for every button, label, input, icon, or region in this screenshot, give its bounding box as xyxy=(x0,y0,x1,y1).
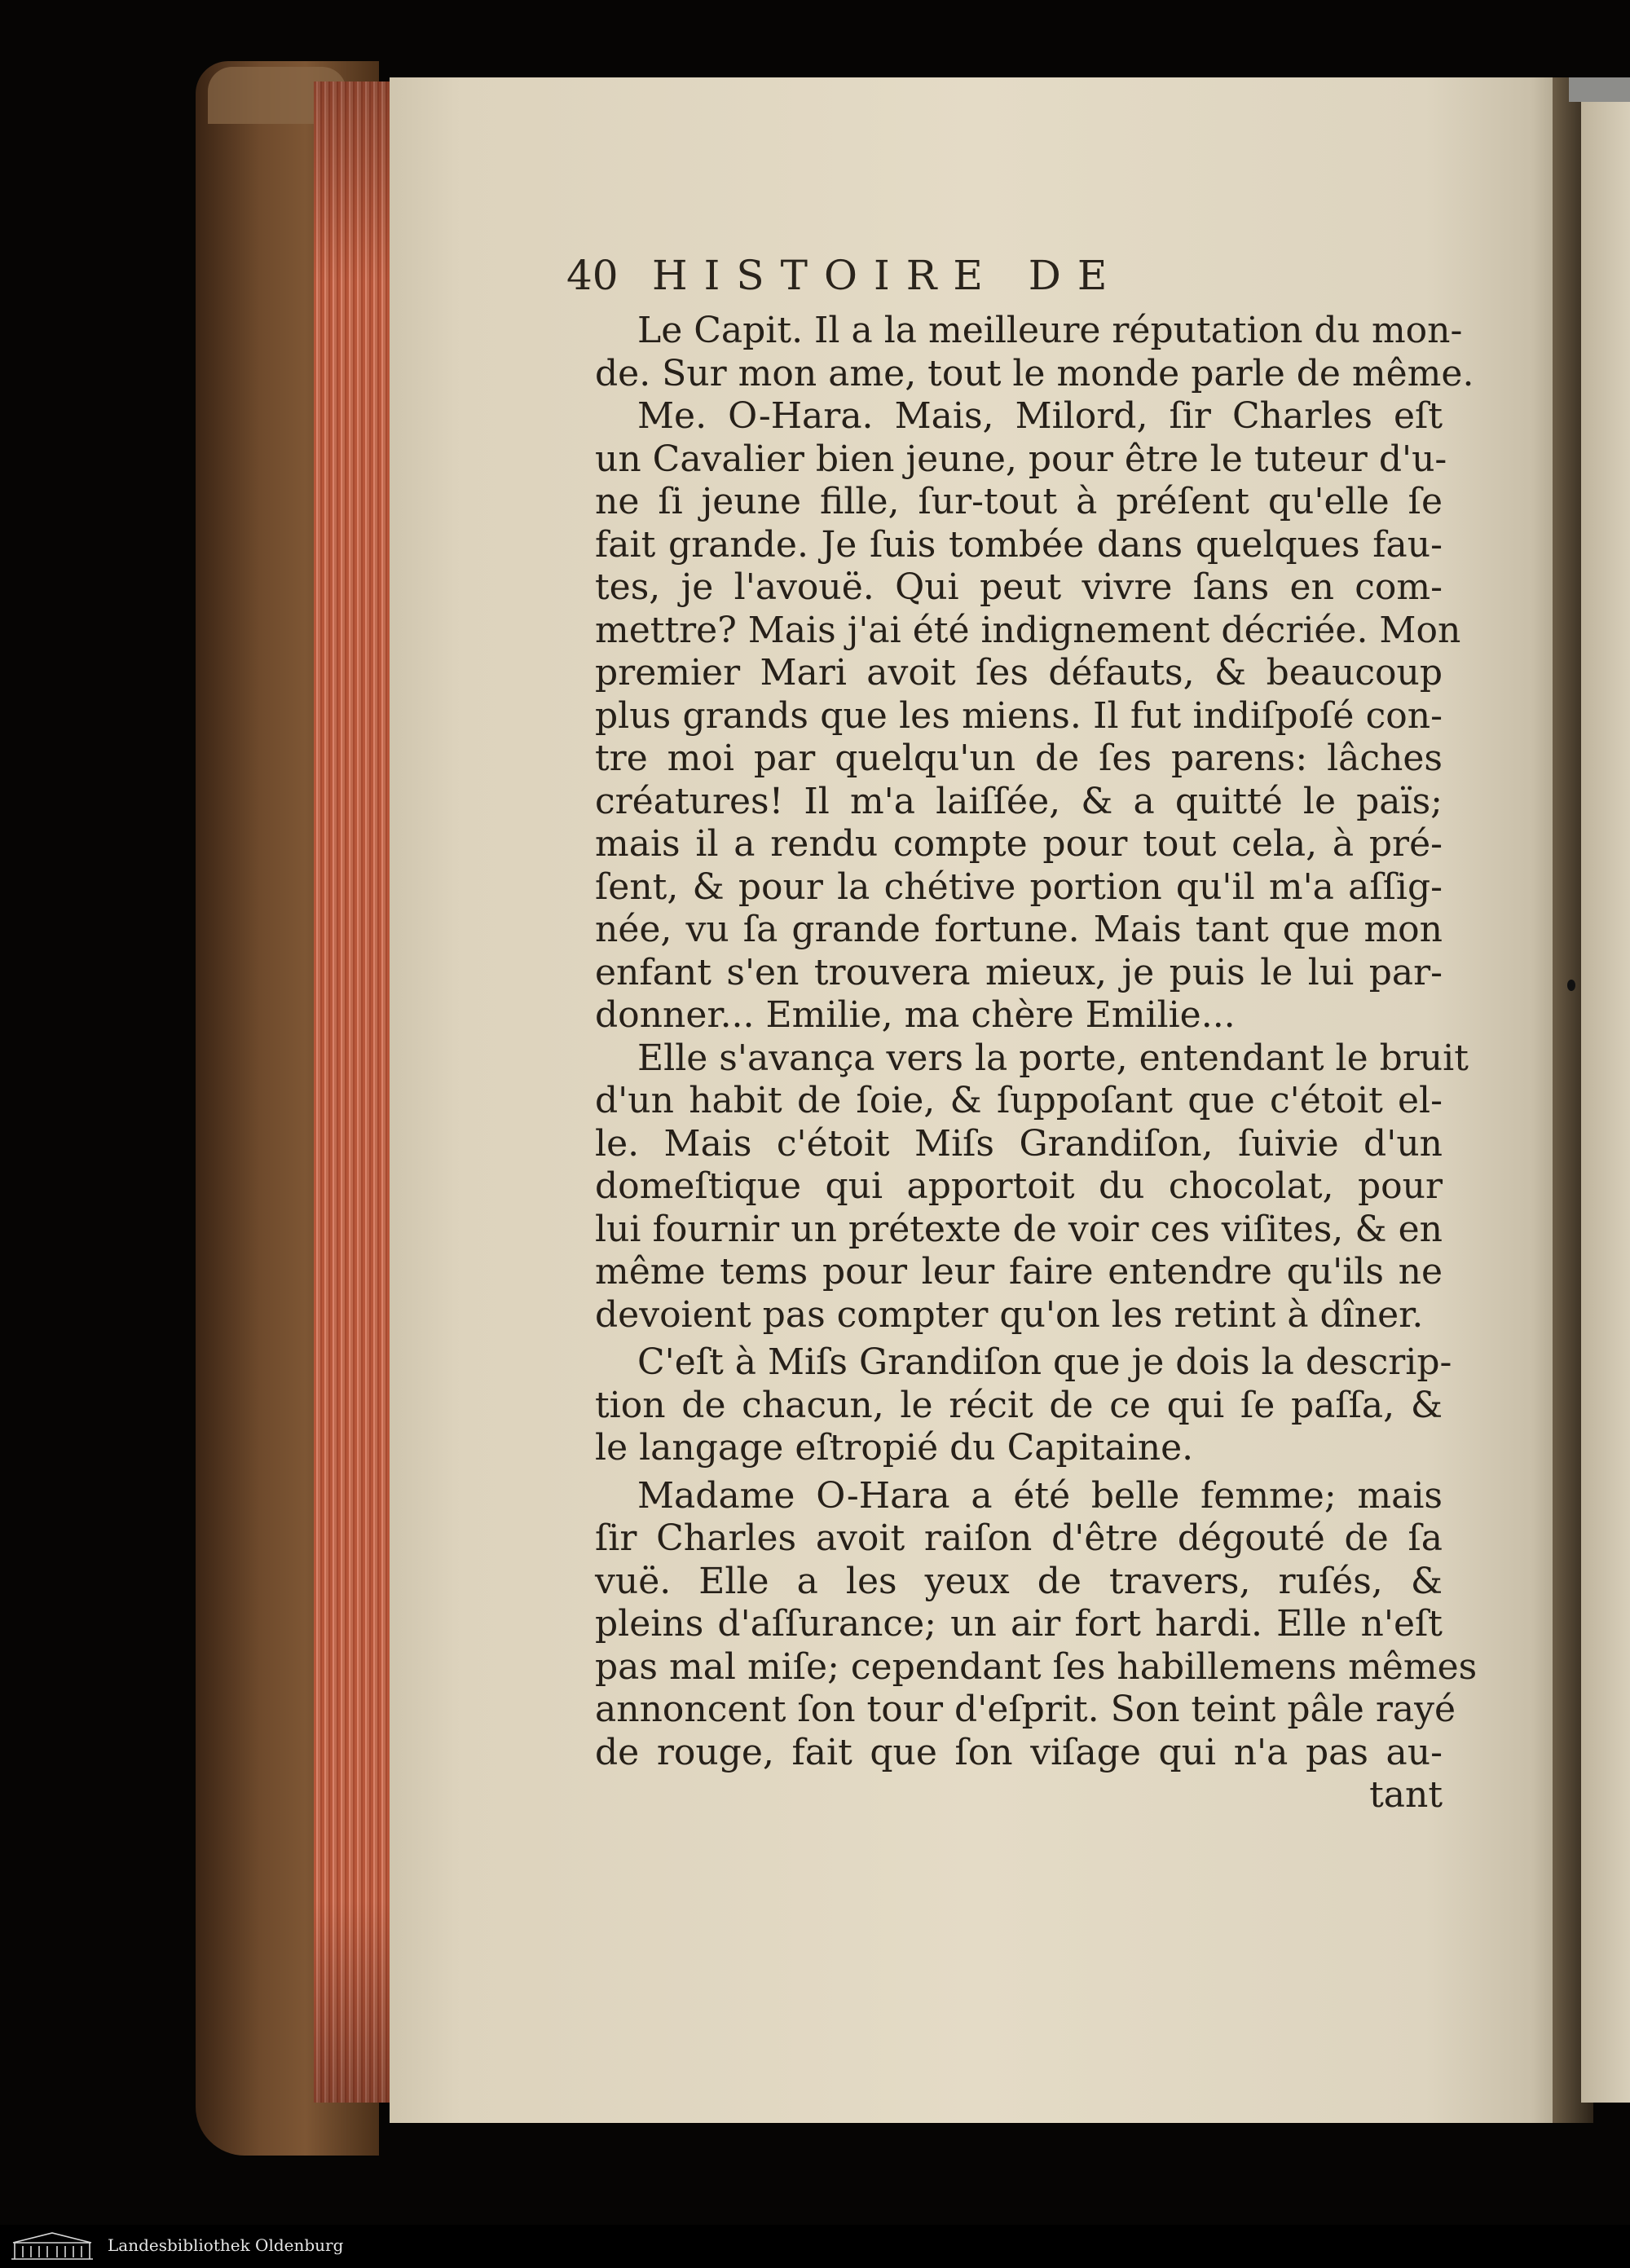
text-line: tre moi par quelqu'un de ſes parens: lâches xyxy=(595,738,1443,779)
text-line: pas mal miſe; cependant ſes habillemens mêmes xyxy=(595,1645,1478,1688)
text-line: Me. O-Hara. Mais, Milord, ſir Charles eſt xyxy=(637,395,1443,437)
text-line: donner... Emilie, ma chère Emilie... xyxy=(595,994,1236,1036)
text-line: pleins d'aſſurance; un air fort hardi. Elle n'eſt xyxy=(595,1603,1443,1645)
text-line: lui fournir un prétexte de voir ces viſites, & en xyxy=(595,1208,1443,1250)
text-line: domeſtique qui apportoit du chocolat, pour xyxy=(595,1165,1443,1207)
text-line: ſent, & pour la chétive portion qu'il m'a aſſig- xyxy=(595,865,1443,908)
text-line: née, vu ſa grande fortune. Mais tant que mon xyxy=(595,909,1443,950)
page-edges-shade xyxy=(314,81,391,2103)
text-line: ne ſi jeune fille, ſur-tout à préſent qu'elle ſe xyxy=(595,481,1443,522)
text-line: Elle s'avança vers la porte, entendant le bruit xyxy=(637,1037,1469,1079)
text-line: mettre? Mais j'ai été indignement décriée. Mon xyxy=(595,609,1461,651)
text-line: devoient pas compter qu'on les retint à dîner. xyxy=(595,1293,1424,1336)
library-name: Landesbibliothek Oldenburg xyxy=(108,2235,344,2255)
ink-mark xyxy=(1567,980,1575,991)
digitization-footer xyxy=(0,2225,1630,2268)
catchword: tant xyxy=(1369,1774,1443,1816)
text-line: tion de chacun, le récit de ce qui ſe paſſa, & xyxy=(595,1384,1443,1426)
text-line: ſir Charles avoit raiſon d'être dégouté de ſa xyxy=(595,1517,1443,1559)
text-line: premier Mari avoit ſes défauts, & beaucoup xyxy=(595,652,1443,694)
text-line: créatures! Il m'a laiſſée, & a quitté le païs; xyxy=(595,780,1443,822)
library-building-logo xyxy=(8,2230,96,2262)
text-line: le. Mais c'étoit Miſs Grandiſon, ſuivie d'un xyxy=(595,1122,1443,1165)
text-line: C'eſt à Miſs Grandiſon que je dois la descrip- xyxy=(637,1341,1452,1383)
page-body-text xyxy=(595,310,1478,1817)
text-line: même tems pour leur faire entendre qu'ils ne xyxy=(595,1251,1443,1293)
text-line: Le Capit. Il a la meilleure réputation du mon- xyxy=(637,310,1463,351)
text-line: vuë. Elle a les yeux de travers, ruſés, & xyxy=(595,1560,1443,1602)
text-line: mais il a rendu compte pour tout cela, à pré- xyxy=(595,823,1443,865)
text-line: de. Sur mon ame, tout le monde parle de même. xyxy=(595,352,1474,394)
text-line: plus grands que les miens. Il fut indiſpoſé con- xyxy=(595,694,1443,737)
text-line: enfant s'en trouvera mieux, je puis le lui par- xyxy=(595,951,1443,993)
text-line: Madame O-Hara a été belle femme; mais xyxy=(637,1474,1443,1517)
text-line: annoncent ſon tour d'eſprit. Son teint pâle rayé xyxy=(595,1689,1456,1730)
text-line: de rouge, fait que ſon viſage qui n'a pas au- xyxy=(595,1731,1443,1773)
text-line: un Cavalier bien jeune, pour être le tuteur d'u- xyxy=(595,438,1447,480)
text-line: fait grande. Je ſuis tombée dans quelques fau- xyxy=(595,523,1443,566)
clasp xyxy=(1569,77,1630,102)
right-page-edge xyxy=(1581,98,1630,2103)
text-line: tes, je l'avouë. Qui peut vivre ſans en com- xyxy=(595,566,1443,608)
running-title: HISTOIRE DE xyxy=(652,252,1124,299)
text-line: d'un habit de ſoie, & ſuppoſant que c'étoit el- xyxy=(595,1080,1443,1121)
page-number: 40 xyxy=(566,252,619,299)
text-line: le langage eſtropié du Capitaine. xyxy=(595,1427,1194,1469)
